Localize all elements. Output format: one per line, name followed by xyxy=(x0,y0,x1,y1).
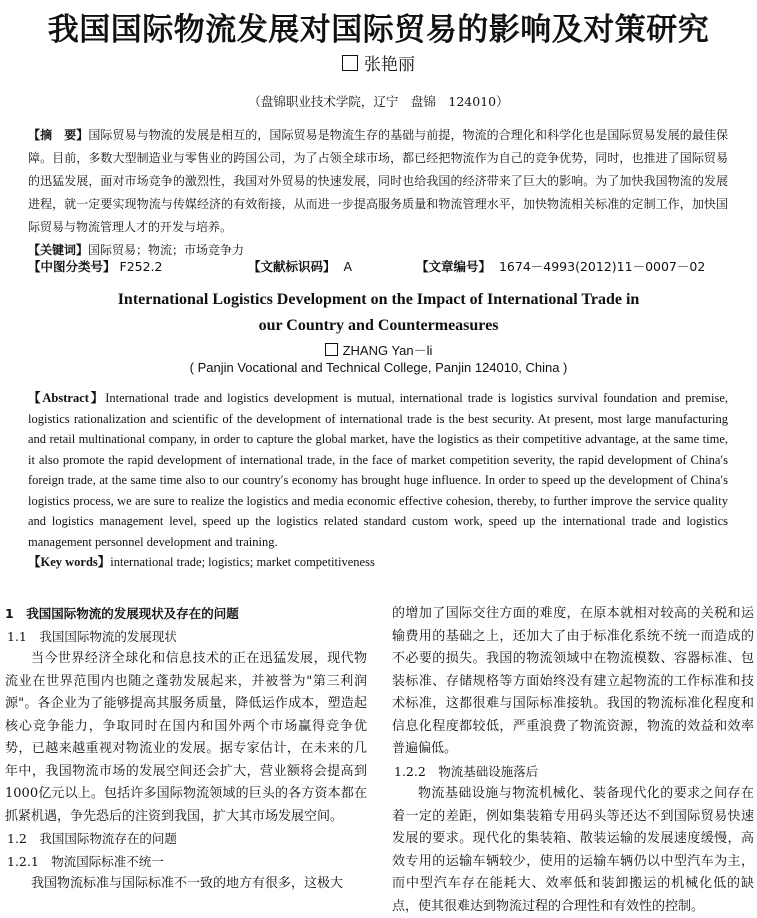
doc-code-value: A xyxy=(343,259,353,274)
section-heading-1-1: 1.1 我国国际物流的发展现状 xyxy=(7,628,177,644)
keywords-en-text: international trade; logistics; market competitiveness xyxy=(110,555,375,569)
article-title-en xyxy=(0,287,757,339)
author-cn xyxy=(0,50,757,75)
article-number-field xyxy=(416,257,705,275)
section-heading-1-2-2: 1.2.2 物流基础设施落后 xyxy=(394,763,539,779)
body-paragraph-2-continued: 的增加了国际交往方面的难度，在原本就相对较高的关税和运输费用的基础之上，还加大了由于标准化系统不统一而造成的不必要的损失。我国的物流领域中在物流模数、容器标准、包装标准、存储规格等方面始终没有建立起物流的工作标准和技术标准，这都很难与国际标准接轨。我国的物流标准化程度和信息化程度都较低，严重浪费了物流资源，物流的效益和效率普遍偏低。 xyxy=(392,606,754,756)
section-heading-1-2: 1.2 我国国际物流存在的问题 xyxy=(7,831,177,846)
abstract-en-label: 【Abstract】 xyxy=(28,391,106,405)
section-heading-1-2-1: 1.2.1 物流国际标准不统一 xyxy=(7,853,164,869)
author-box-icon xyxy=(342,55,358,71)
author-name-cn: 张艳丽 xyxy=(364,55,415,75)
body-paragraph-2: 我国物流标准与国际标准不一致的地方有很多，这极大 xyxy=(31,876,344,891)
abstract-cn-text: 国际贸易与物流的发展是相互的，国际贸易是物流生存的基础与前提，物流的合理化和科学化也是国际贸易发展的最佳保障。目前，多数大型制造业与零售业的跨国公司，为了占领全球市场，都已经把物流作为自己的竞争优势，同时，也推进了国际贸易的迅猛发展，面对市场竞争的激烈性，我国对外贸易的快速发展，同时也给我国的经济带来了巨大的影响。为了加快我国物流的发展进程，就一定要实现物流与传媒经济的有效衔接，从而进一步提高服务质量和物流管理水平，加快物流相关标准的定制工作，加快国际贸易与物流管理人才的开发与培养。 xyxy=(28,128,728,234)
clc-value: F252.2 xyxy=(119,259,163,274)
affiliation-en: ( Panjin Vocational and Technical College, Panjin 124010, China ) xyxy=(189,360,568,375)
body-right-column xyxy=(392,603,754,918)
author-name-en: ZHANG Yan－li xyxy=(342,343,433,358)
abstract-cn-label: 【摘 要】 xyxy=(28,128,89,142)
body-left-column xyxy=(5,603,367,896)
clc-field xyxy=(28,257,162,275)
body-paragraph-1: 当今世界经济全球化和信息技术的正在迅猛发展，现代物流业在世界范围内也随之蓬勃发展起来，并被誉为"第三利润源"。各企业为了能够提高其服务质量，降低运作成本，塑造起核心竞争能力，争取同时在国内和国外两个市场赢得竞争优势，已越来越重视对物流业的发展。据专家估计，在未来的几年中，我国物流市场的发展空间还会扩大，营业额将会提高到1000亿元以上。包括许多国际物流领域的巨头的各方资本都在抓紧机遇，争先恐后的注资到我国，扩大其市场发展空间。 xyxy=(5,651,367,824)
body-paragraph-3: 物流基础设施与物流机械化、装备现代化的要求之间存在着一定的差距，例如集装箱专用码头等还达不到国际贸易快速发展的要求。现代化的集装箱、散装运输的发展速度缓慢，高效专用的运输车辆较少，使用的运输车辆仍以中型汽车为主，而中型汽车存在能耗大、效率低和装卸搬运的机械化低的缺点，使其很难达到物流过程的合理性和有效性的控制。 xyxy=(392,786,754,914)
doc-code-label: 【文献标识码】 xyxy=(248,259,336,274)
title-en-line2: our Country and Countermeasures xyxy=(258,317,499,334)
section-heading-1: 1 我国国际物流的发展现状及存在的问题 xyxy=(5,606,239,621)
article-title-cn: 我国国际物流发展对国际贸易的影响及对策研究 xyxy=(47,12,710,48)
article-number-label: 【文章编号】 xyxy=(416,259,492,274)
keywords-cn-label: 【关键词】 xyxy=(28,243,89,257)
article-number-value: 1674－4993(2012)11－0007－02 xyxy=(498,259,706,274)
doc-code-field xyxy=(248,257,352,275)
abstract-en xyxy=(28,388,728,573)
abstract-en-text: International trade and logistics development is mutual, international trade is logistics survival foundation and premise, logistics rationalization and scientific of the development of international trade is the best security. At present, most large manufacturing and retail multinational company, in order to capture the global market, have the logistics as their competitive advantage, at the same time, it also promote the rapid development of international trade, in the face of market competition severity, the rapid development of China′s foreign trade, at the same time also to our country′s economy has brought huge influence. In order to speed up the development of China′s logistics process, we are sure to realize the logistics and media economic effective cohesion, thereby, to further improve the service quality and logistics management level, speed up the logistics related standard custom work, speed up the international trade and logistics management personnel development and training. xyxy=(28,391,728,549)
affiliation-cn: （盘锦职业技术学院，辽宁 盘锦 124010） xyxy=(248,94,509,109)
keywords-en-label: 【Key words】 xyxy=(28,555,111,569)
abstract-cn xyxy=(28,124,728,262)
author-en xyxy=(0,340,757,359)
title-en-line1: International Logistics Development on the Impact of International Trade in xyxy=(117,291,640,308)
clc-label: 【中图分类号】 xyxy=(28,259,116,274)
author-en-box-icon xyxy=(325,343,338,356)
keywords-cn-text: 国际贸易；物流；市场竞争力 xyxy=(88,243,245,257)
